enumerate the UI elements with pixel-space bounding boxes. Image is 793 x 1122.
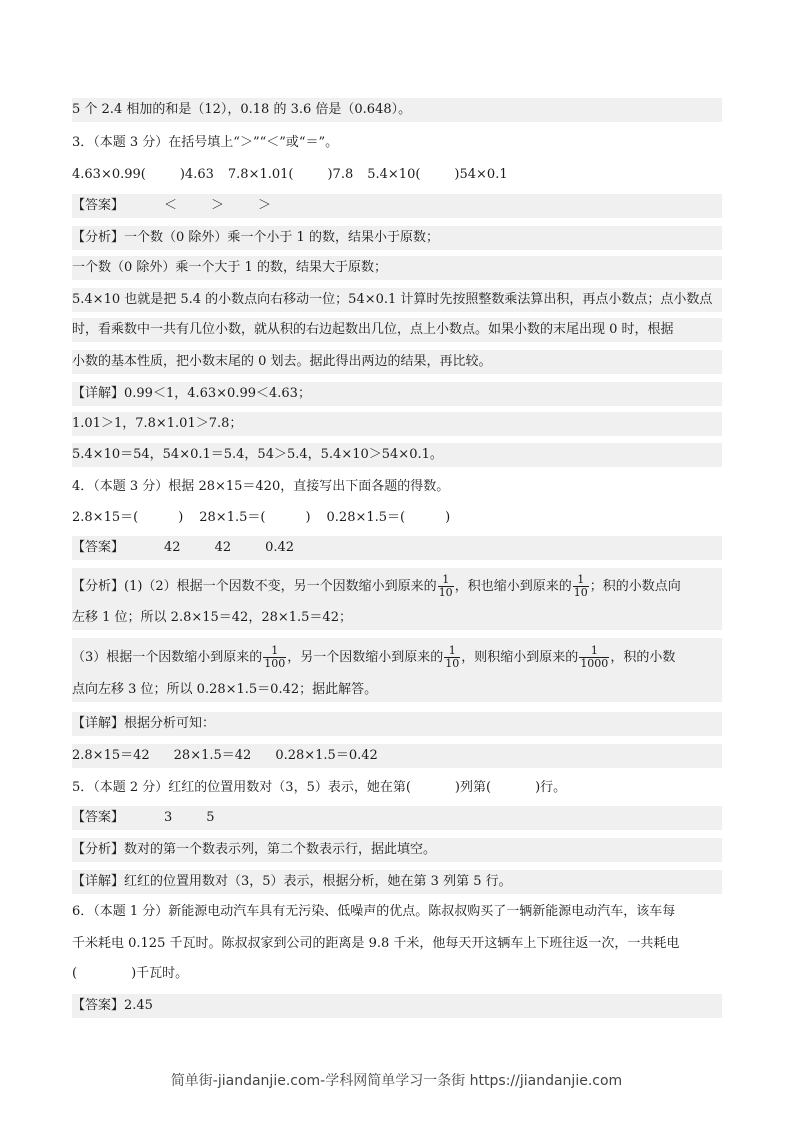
question-3-analysis (72, 350, 722, 374)
text: 左移 1 位；所以 2.8×15＝42，28×1.5＝42； (72, 610, 352, 625)
question-5-answer (72, 806, 722, 830)
fraction (573, 574, 589, 599)
question-6-title (72, 932, 722, 956)
question-3-items (72, 163, 722, 187)
text: 4.63×0.99( (72, 167, 146, 182)
text: ，另一个因数缩小到原来的 (287, 650, 444, 665)
answer-value: 0.42 (265, 540, 295, 555)
text: )列第( (454, 780, 492, 795)
text: （3）根据一个因数缩小到原来的 (72, 650, 263, 665)
question-5-title (72, 776, 722, 800)
text: 6．（本题 1 分）新能源电动汽车具有无污染、低噪声的优点。陈叔叔购买了一辆新能源电动汽车，该车每 (72, 904, 676, 919)
text: )7.8 (327, 167, 354, 182)
question-6-title (72, 900, 722, 924)
answer-value: 3 (164, 810, 173, 825)
text: 2.8×15＝42 (72, 748, 150, 763)
text: )千瓦时。 (131, 966, 189, 981)
text: ) (178, 510, 184, 525)
text: 【详解】红红的位置用数对（3，5）表示，根据分析，她在第 3 列第 5 行。 (72, 874, 512, 889)
question-4-analysis (72, 678, 722, 702)
text: 5.4×10( (367, 167, 421, 182)
text: ) (305, 510, 311, 525)
question-4-analysis (72, 568, 722, 606)
question-6-answer (72, 994, 722, 1018)
text: ，则积缩小到原来的 (461, 650, 579, 665)
text: 4．（本题 3 分）根据 28×15＝420，直接写出下面各题的得数。 (72, 479, 450, 494)
text: 【分析】一个数（0 除外）乘一个小于 1 的数，结果小于原数； (72, 230, 439, 245)
numerator: 1 (448, 644, 456, 657)
text: 5.4×10 也就是把 5.4 的小数点向右移动一位；54×0.1 计算时先按照整数乘法算出积，再点小数点；点小数点 (72, 292, 713, 307)
denominator: 10 (573, 586, 588, 599)
answer-value: ＜ (164, 198, 178, 213)
question-3-detail (72, 382, 722, 406)
fraction (579, 645, 609, 670)
text: ，积的小数 (610, 650, 676, 665)
text: 【分析】数对的第一个数表示列，第二个数表示行，据此填空。 (72, 842, 437, 857)
question-3-analysis (72, 256, 722, 280)
text: )54×0.1 (454, 167, 508, 182)
text: 0.28×1.5＝0.42 (275, 748, 378, 763)
text: 5.4×10＝54，54×0.1＝5.4，54＞5.4，5.4×10＞54×0.1。 (72, 447, 443, 462)
question-5-detail (72, 870, 722, 894)
numerator: 1 (271, 644, 279, 657)
text: ) (445, 510, 451, 525)
text: 【详解】0.99＜1，4.63×0.99＜4.63； (72, 386, 311, 401)
text: 3．（本题 3 分）在括号填上“＞”“＜”或“＝”。 (72, 135, 339, 150)
question-3-title (72, 131, 722, 155)
text: 7.8×1.01( (227, 167, 294, 182)
text: 28×1.5＝42 (173, 748, 252, 763)
text: 【答案】2.45 (72, 998, 153, 1013)
question-4-analysis (72, 606, 722, 630)
question-4-title (72, 475, 722, 499)
text: 千米耗电 0.125 千瓦时。陈叔叔家到公司的距离是 9.8 千米，他每天开这辆车上下班往返一次，一共耗电 (72, 936, 680, 951)
answer-label: 【答案】 (72, 810, 125, 825)
question-6-title (72, 962, 722, 986)
question-3-analysis (72, 318, 722, 342)
numerator: 1 (577, 573, 585, 586)
question-3-detail (72, 443, 722, 467)
text: ，积也缩小到原来的 (454, 579, 572, 594)
text: )4.63 (179, 167, 214, 182)
text: )行。 (535, 780, 567, 795)
numerator: 1 (442, 573, 450, 586)
text: 2.8×15＝( (72, 510, 139, 525)
text: 小数的基本性质，把小数末尾的 0 划去。据此得出两边的结果，再比较。 (72, 354, 492, 369)
question-4-analysis (72, 638, 722, 678)
text: 5 个 2.4 相加的和是（12），0.18 的 3.6 倍是（0.648）。 (72, 102, 412, 117)
question-3-analysis (72, 288, 722, 312)
question-4-detail (72, 744, 722, 768)
answer-line (72, 98, 722, 122)
answer-value: 42 (214, 540, 232, 555)
fraction (263, 645, 286, 670)
text: ( (72, 966, 78, 981)
question-4-detail (72, 712, 722, 736)
fraction (438, 574, 454, 599)
answer-value: ＞ (258, 198, 272, 213)
question-5-analysis (72, 838, 722, 862)
answer-value: ＞ (211, 198, 225, 213)
page-footer: 简单街-jiandanjie.com-学科网简单学习一条街 https://jiandanjie.com (170, 1073, 623, 1089)
answer-value: 42 (164, 540, 181, 555)
fraction (444, 645, 460, 670)
answer-label: 【答案】 (72, 540, 125, 555)
text: 0.28×1.5＝( (326, 510, 406, 525)
denominator: 10 (438, 586, 453, 599)
numerator: 1 (590, 644, 598, 657)
text: 28×1.5＝( (199, 510, 266, 525)
text: 【分析】(1)（2）根据一个因数不变，另一个因数缩小到原来的 (72, 579, 437, 594)
text: 5．（本题 2 分）红红的位置用数对（3，5）表示，她在第( (72, 780, 411, 795)
question-3-analysis (72, 226, 722, 250)
text: 时，看乘数中一共有几位小数，就从积的右边起数出几位，点上小数点。如果小数的末尾出现 0 时，根据 (72, 322, 674, 337)
denominator: 10 (445, 657, 460, 670)
question-4-items (72, 506, 722, 530)
question-3-answer (72, 194, 722, 218)
text: 【详解】根据分析可知： (72, 716, 216, 731)
text: 1.01＞1，7.8×1.01＞7.8； (72, 416, 243, 431)
answer-label: 【答案】 (72, 198, 125, 213)
answer-value: 5 (206, 810, 215, 825)
question-3-detail (72, 412, 722, 436)
text: 一个数（0 除外）乘一个大于 1 的数，结果大于原数； (72, 260, 387, 275)
text: 点向左移 3 位；所以 0.28×1.5＝0.42；据此解答。 (72, 682, 378, 697)
denominator: 100 (264, 657, 286, 670)
question-4-answer (72, 536, 722, 560)
denominator: 1000 (580, 657, 609, 670)
text: ；积的小数点向 (589, 579, 681, 594)
